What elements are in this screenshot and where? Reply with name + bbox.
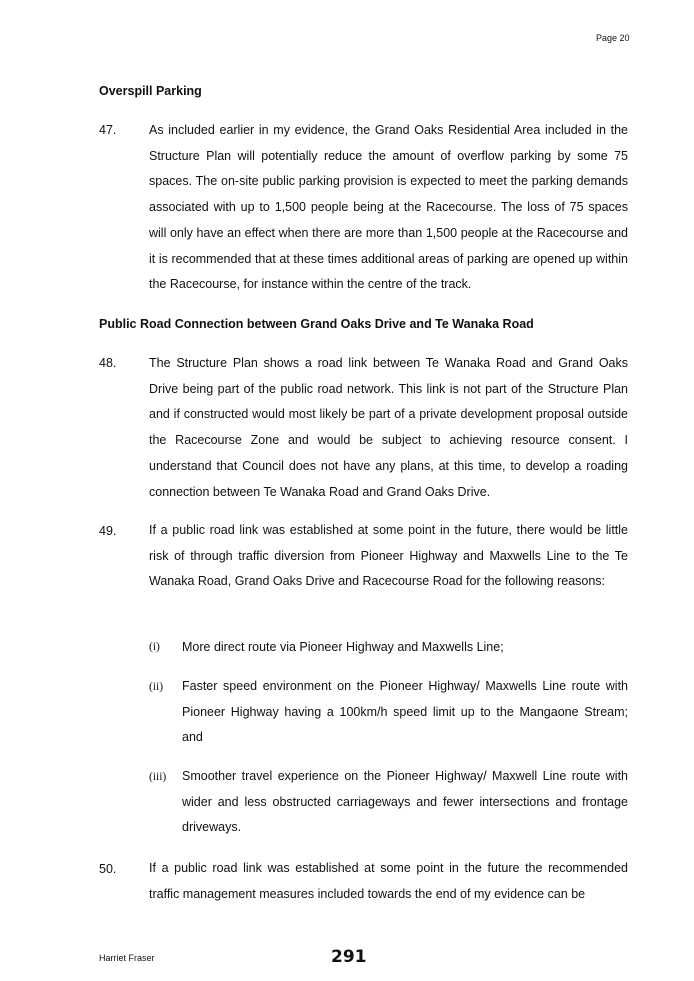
paragraph-50-text: If a public road link was established at some point in the future the recommended traffic management measures included towards the end of my evidence can be	[149, 861, 628, 901]
section-heading-overspill-parking: Overspill Parking	[99, 84, 202, 98]
page-number: Page 20	[596, 33, 630, 43]
paragraph-number-47: 47.	[99, 123, 117, 137]
list-item-ii-text: Faster speed environment on the Pioneer Highway/ Maxwells Line route with Pioneer Highway having a 100km/h speed limit up to the Mangaone Stream; and	[182, 679, 628, 745]
list-item-i-text: More direct route via Pioneer Highway and Maxwells Line;	[182, 640, 504, 654]
paragraph-number-50: 50.	[99, 862, 117, 876]
section-heading-public-road-connection: Public Road Connection between Grand Oaks Drive and Te Wanaka Road	[99, 317, 534, 331]
list-item-number-i: (i)	[149, 641, 160, 653]
paragraph-49-text: If a public road link was established at some point in the future, there would be little risk of through traffic diversion from Pioneer Highway and Maxwells Line to the Te Wanaka Road, Grand Oaks Drive and Racecourse Road for the following reasons:	[149, 523, 628, 589]
list-item-number-ii: (ii)	[149, 681, 164, 693]
paragraph-number-49: 49.	[99, 524, 117, 538]
paragraph-48-text: The Structure Plan shows a road link between Te Wanaka Road and Grand Oaks Drive being part of the public road network. This link is not part of the Structure Plan and if constructed would most likely be part of a private development proposal outside the Racecourse Zone and would be subject to achieving resource consent. I understand that Council does not have any plans, at this time, to develop a roading connection between Te Wanaka Road and Grand Oaks Drive.	[149, 356, 628, 499]
list-item-number-iii: (iii)	[149, 771, 167, 783]
paragraph-47-text: As included earlier in my evidence, the Grand Oaks Residential Area included in the Structure Plan will potentially reduce the amount of overflow parking by some 75 spaces. The on-site public parking provision is expected to meet the parking demands associated with up to 1,500 people being at the Racecourse. The loss of 75 spaces will only have an effect when there are more than 1,500 people at the Racecourse and it is recommended that at these times additional areas of parking are opened up within the Racecourse, for instance within the centre of the track.	[149, 123, 628, 292]
list-item-iii-text: Smoother travel experience on the Pioneer Highway/ Maxwell Line route with wider and less obstructed carriageways and fewer intersections and frontage driveways.	[182, 769, 628, 835]
page-stamp-number: 291	[331, 947, 367, 967]
footer-author: Harriet Fraser	[99, 953, 155, 963]
paragraph-number-48: 48.	[99, 356, 117, 370]
